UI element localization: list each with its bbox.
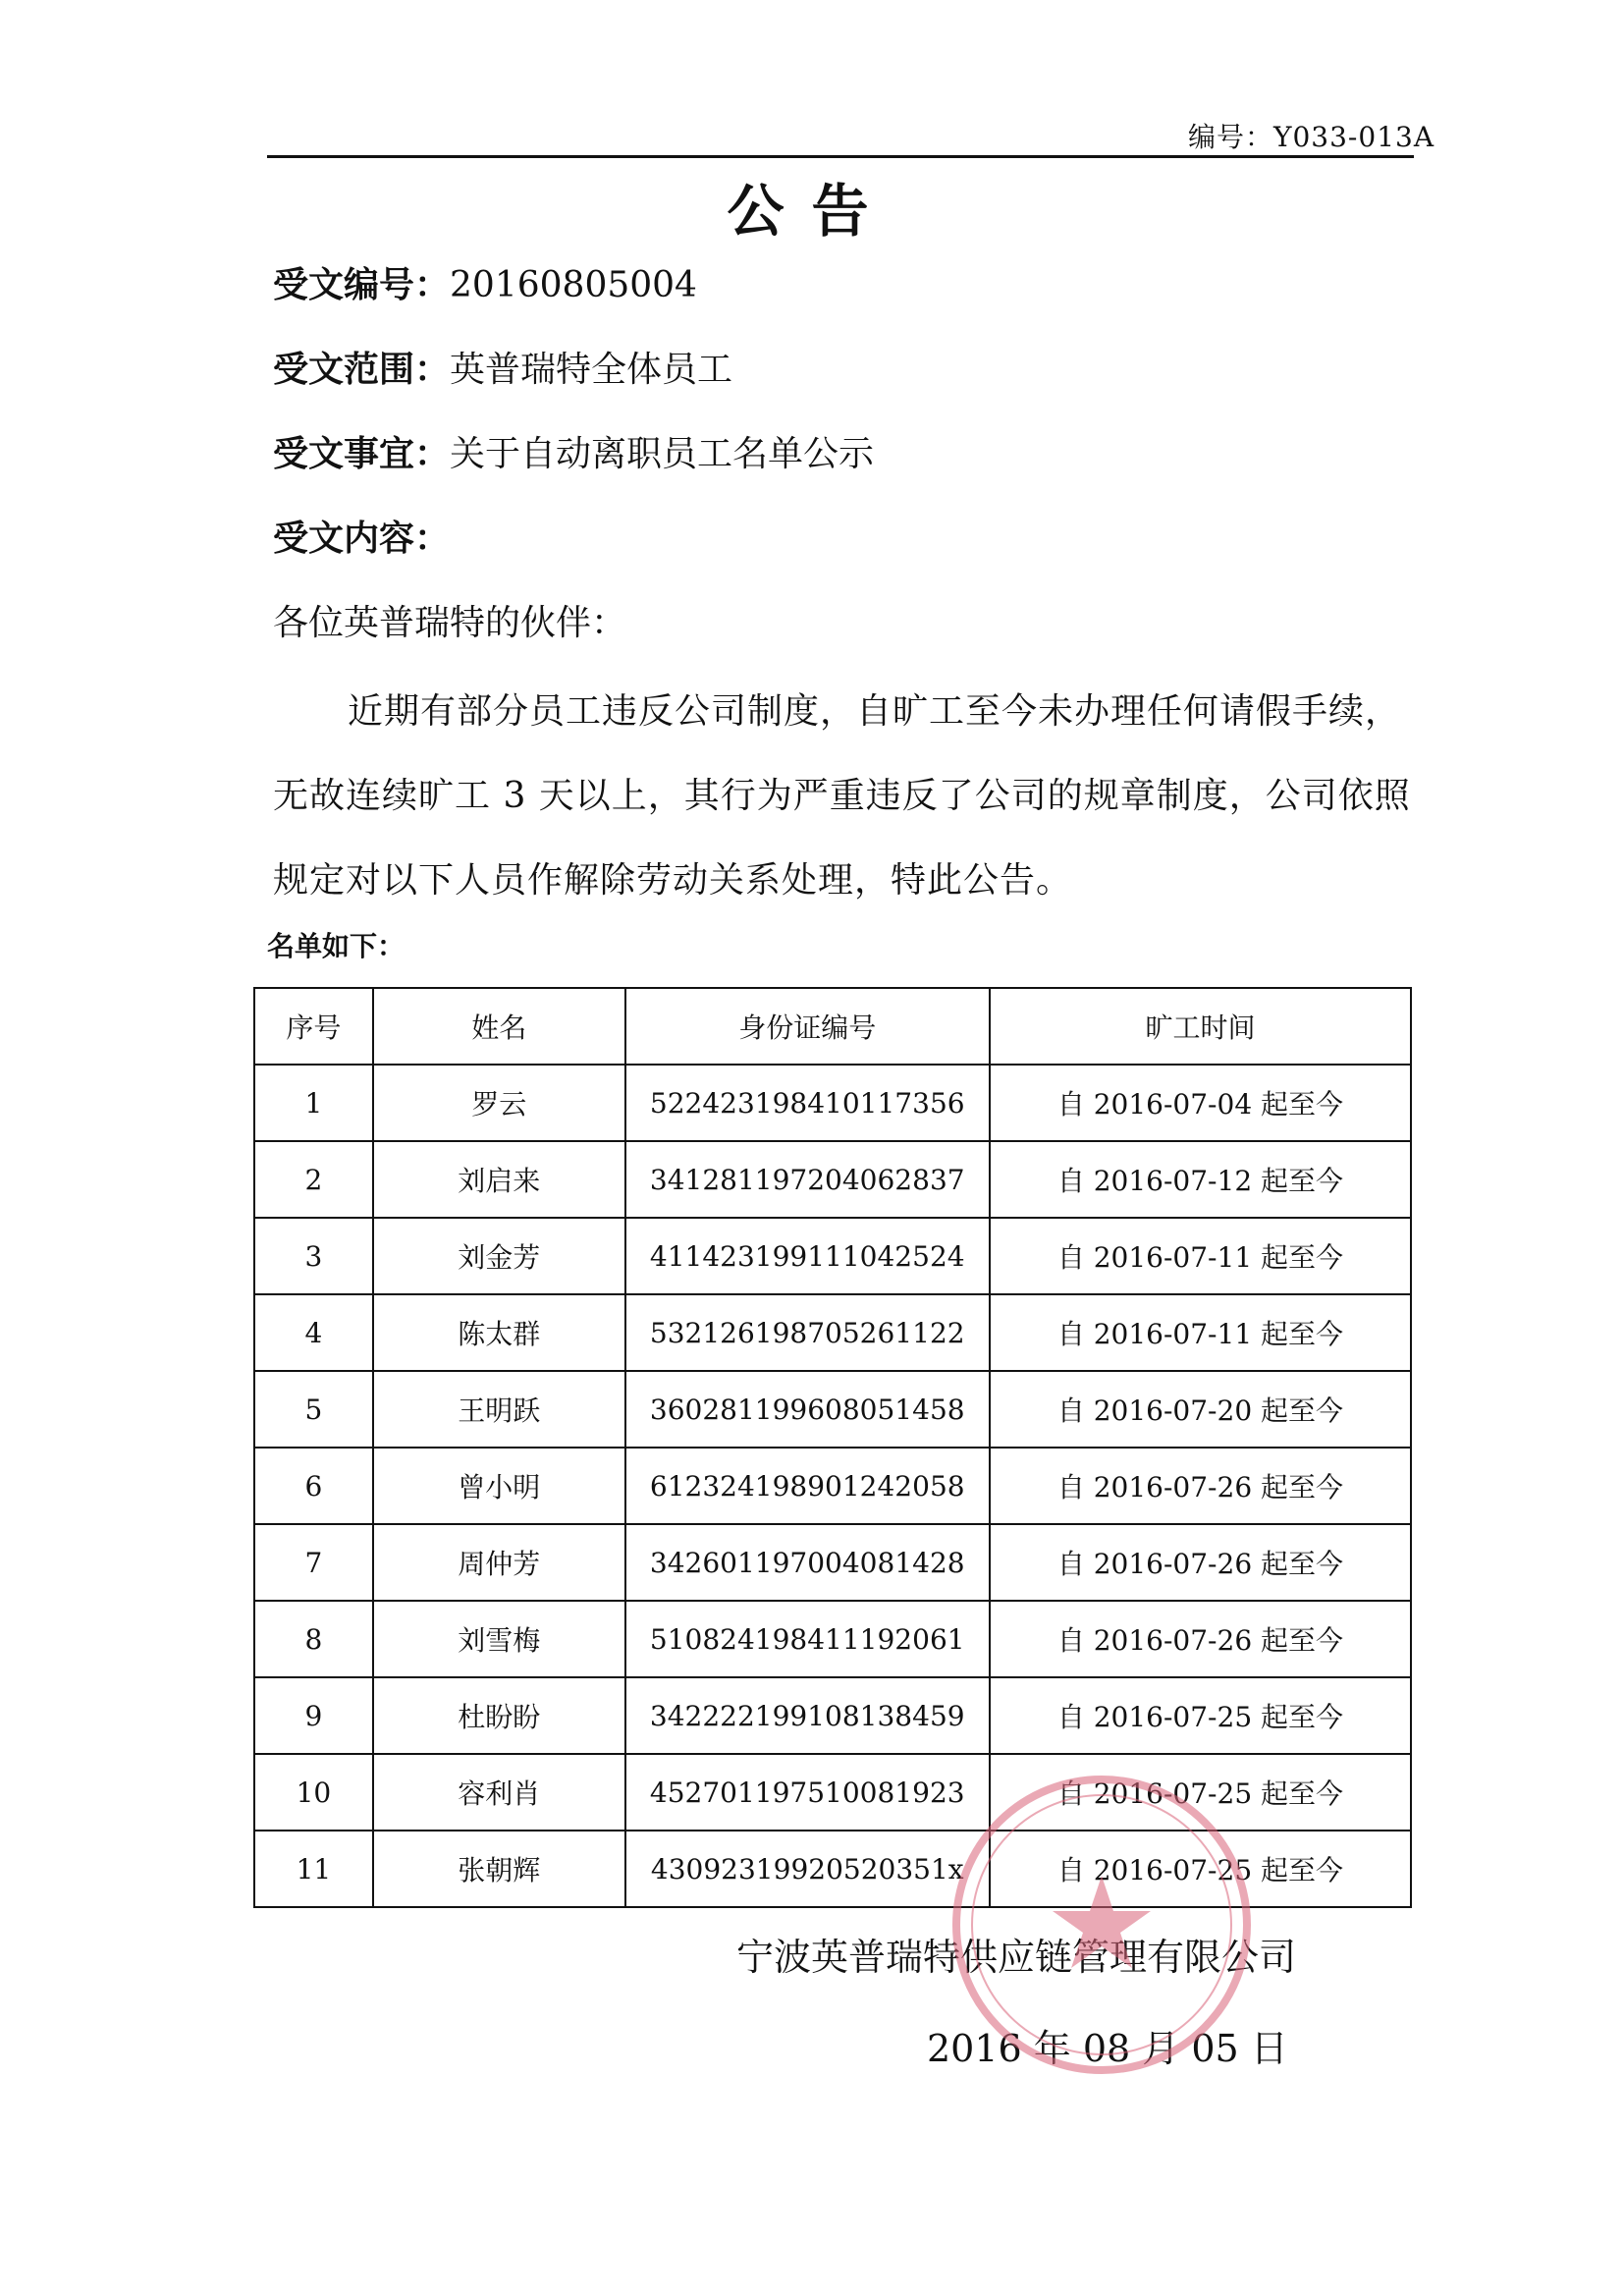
cell-absence: 自 2016-07-25 起至今	[990, 1677, 1411, 1754]
table-row	[254, 1218, 1411, 1294]
table-row	[254, 1294, 1411, 1371]
cell-name: 刘金芳	[373, 1218, 625, 1294]
field-label: 受文范围：	[273, 349, 451, 390]
list-label: 名单如下：	[267, 930, 406, 962]
field-subject	[273, 426, 874, 476]
table-header-row	[254, 988, 1411, 1065]
table-row	[254, 1524, 1411, 1601]
field-label: 受文事宜：	[273, 433, 451, 474]
cell-absence: 自 2016-07-04 起至今	[990, 1065, 1411, 1141]
cell-id: 342601197004081428	[625, 1524, 990, 1601]
company-seal-icon	[945, 1768, 1259, 2082]
cell-id: 532126198705261122	[625, 1294, 990, 1371]
cell-id: 43092319920520351x	[625, 1831, 990, 1907]
header-id: 身份证编号	[625, 988, 990, 1065]
cell-absence: 自 2016-07-26 起至今	[990, 1524, 1411, 1601]
cell-id: 612324198901242058	[625, 1448, 990, 1524]
cell-name: 陈太群	[373, 1294, 625, 1371]
cell-absence: 自 2016-07-25 起至今	[990, 1754, 1411, 1831]
cell-id: 411423199111042524	[625, 1218, 990, 1294]
cell-name: 刘启来	[373, 1141, 625, 1218]
cell-id: 360281199608051458	[625, 1371, 990, 1448]
cell-seq: 4	[254, 1294, 373, 1371]
cell-seq: 10	[254, 1754, 373, 1831]
cell-absence: 自 2016-07-11 起至今	[990, 1218, 1411, 1294]
field-scope	[273, 342, 732, 392]
header-absence: 旷工时间	[990, 988, 1411, 1065]
field-value: 关于自动离职员工名单公示	[450, 434, 875, 474]
page-title: 公告	[727, 178, 896, 245]
table-row	[254, 1677, 1411, 1754]
cell-id: 510824198411192061	[625, 1601, 990, 1677]
table-row	[254, 1601, 1411, 1677]
signer-company: 宁波英普瑞特供应链管理有限公司	[736, 1936, 1297, 1979]
cell-name: 曾小明	[373, 1448, 625, 1524]
cell-seq: 11	[254, 1831, 373, 1907]
cell-name: 容利肖	[373, 1754, 625, 1831]
field-value: 20160805004	[450, 265, 697, 305]
cell-absence: 自 2016-07-20 起至今	[990, 1371, 1411, 1448]
cell-seq: 3	[254, 1218, 373, 1294]
signature-date: 2016 年 08 月 05 日	[927, 2027, 1288, 2070]
cell-id: 341281197204062837	[625, 1141, 990, 1218]
cell-absence: 自 2016-07-12 起至今	[990, 1141, 1411, 1218]
cell-seq: 7	[254, 1524, 373, 1601]
table-row	[254, 1371, 1411, 1448]
table-row	[254, 1065, 1411, 1141]
cell-seq: 9	[254, 1677, 373, 1754]
cell-absence: 自 2016-07-25 起至今	[990, 1831, 1411, 1907]
cell-name: 张朝辉	[373, 1831, 625, 1907]
document-number: 编号：Y033-013A	[1188, 121, 1435, 153]
cell-id: 522423198410117356	[625, 1065, 990, 1141]
cell-absence: 自 2016-07-26 起至今	[990, 1448, 1411, 1524]
field-label: 受文内容：	[273, 518, 451, 559]
cell-seq: 5	[254, 1371, 373, 1448]
cell-seq: 1	[254, 1065, 373, 1141]
cell-name: 王明跃	[373, 1371, 625, 1448]
cell-name: 周仲芳	[373, 1524, 625, 1601]
table-row	[254, 1141, 1411, 1218]
header-divider	[267, 155, 1414, 158]
cell-name: 罗云	[373, 1065, 625, 1141]
cell-absence: 自 2016-07-11 起至今	[990, 1294, 1411, 1371]
cell-seq: 2	[254, 1141, 373, 1218]
cell-id: 452701197510081923	[625, 1754, 990, 1831]
field-value: 英普瑞特全体员工	[450, 350, 733, 390]
field-content	[273, 511, 450, 561]
cell-absence: 自 2016-07-26 起至今	[990, 1601, 1411, 1677]
cell-seq: 8	[254, 1601, 373, 1677]
field-receipt-number	[273, 257, 697, 307]
cell-id: 342222199108138459	[625, 1677, 990, 1754]
header-name: 姓名	[373, 988, 625, 1065]
cell-seq: 6	[254, 1448, 373, 1524]
header-seq: 序号	[254, 988, 373, 1065]
cell-name: 杜盼盼	[373, 1677, 625, 1754]
body-paragraph: 近期有部分员工违反公司制度，自旷工至今未办理任何请假手续，无故连续旷工 3 天以上，其行为严重违反了公司的规章制度，公司依照规定对以下人员作解除劳动关系处理，特此公告。	[273, 691, 1411, 901]
cell-name: 刘雪梅	[373, 1601, 625, 1677]
table-row	[254, 1448, 1411, 1524]
greeting: 各位英普瑞特的伙伴：	[273, 603, 627, 643]
field-label: 受文编号：	[273, 264, 451, 305]
